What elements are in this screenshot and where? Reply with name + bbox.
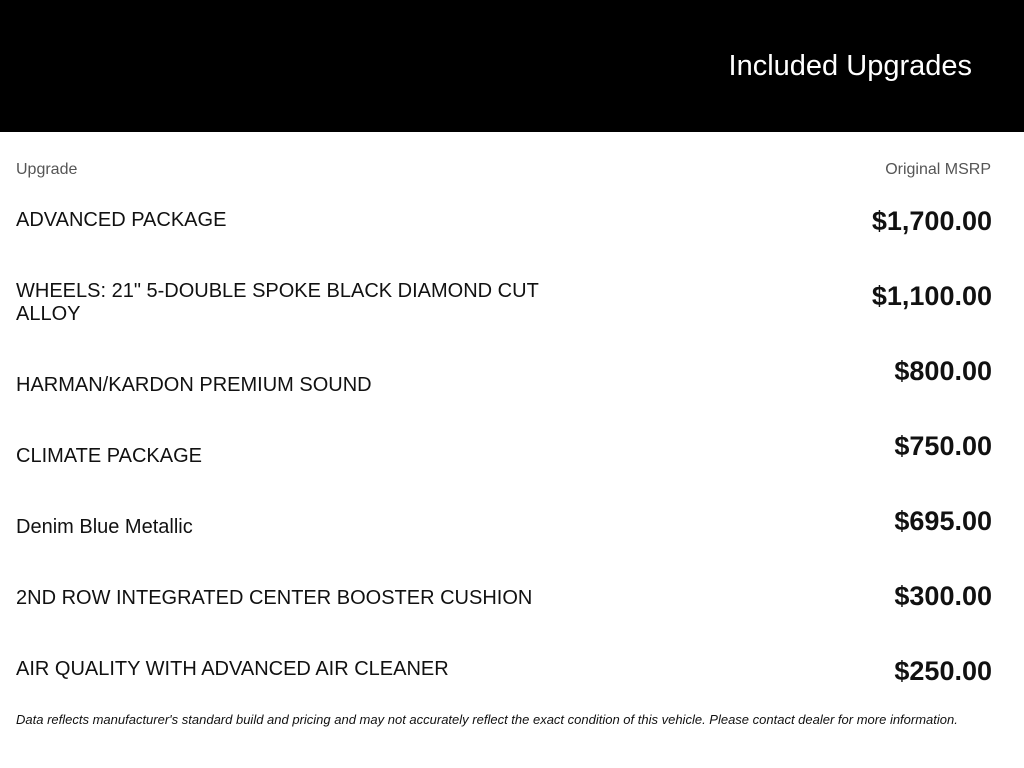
upgrade-price: $300.00	[894, 581, 992, 611]
upgrade-row	[0, 410, 1024, 481]
upgrade-name: WHEELS: 21" 5-DOUBLE SPOKE BLACK DIAMOND CUT ALLOY	[16, 280, 539, 325]
upgrade-price: $1,100.00	[871, 281, 992, 311]
upgrade-name: HARMAN/KARDON PREMIUM SOUND	[16, 374, 372, 396]
upgrade-price: $800.00	[894, 356, 992, 386]
upgrade-row	[0, 339, 1024, 410]
upgrade-row	[0, 623, 1024, 694]
upgrade-row	[0, 552, 1024, 623]
upgrade-name: AIR QUALITY WITH ADVANCED AIR CLEANER	[16, 658, 449, 680]
disclaimer-text: Data reflects manufacturer's standard build and pricing and may not accurately reflect the exact condition of this vehicle. Please contact dealer for more information.	[16, 712, 958, 727]
upgrade-name: ADVANCED PACKAGE	[16, 209, 227, 231]
upgrade-price: $750.00	[894, 431, 992, 461]
upgrade-column-header: Upgrade	[16, 161, 78, 178]
upgrade-price: $250.00	[894, 656, 992, 686]
page-title: Included Upgrades	[728, 50, 972, 82]
msrp-column-header: Original MSRP	[885, 161, 991, 178]
upgrade-price: $1,700.00	[871, 206, 992, 236]
header-banner	[0, 0, 1024, 132]
upgrade-row	[0, 481, 1024, 552]
upgrade-price: $695.00	[894, 506, 992, 536]
upgrade-name: Denim Blue Metallic	[16, 516, 193, 538]
upgrade-row	[0, 268, 1024, 339]
upgrade-name: 2ND ROW INTEGRATED CENTER BOOSTER CUSHION	[16, 587, 533, 609]
upgrade-row	[0, 197, 1024, 268]
upgrade-name: CLIMATE PACKAGE	[16, 445, 202, 467]
